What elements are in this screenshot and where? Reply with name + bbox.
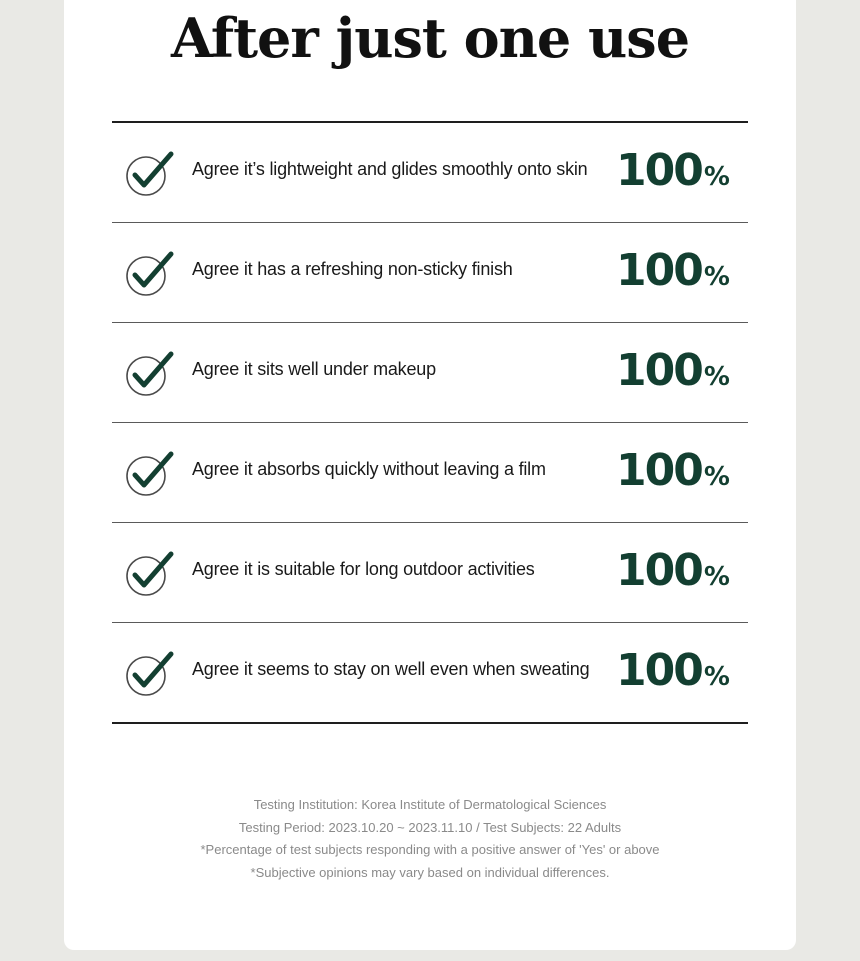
percentage-note: *Percentage of test subjects responding with a positive answer of 'Yes' or above	[200, 842, 660, 857]
result-unit: %	[703, 462, 730, 492]
result-row	[112, 523, 748, 623]
result-number: 100	[616, 145, 702, 196]
page-title: After just one use	[170, 6, 690, 70]
result-label: Agree it’s lightweight and glides smoothly onto skin	[192, 159, 588, 179]
result-unit: %	[703, 162, 730, 192]
result-unit: %	[703, 662, 730, 692]
result-value	[616, 545, 730, 596]
result-number: 100	[616, 445, 702, 496]
result-row	[112, 223, 748, 323]
check-circle-icon	[126, 350, 178, 398]
testing-period-text: Testing Period: 2023.10.20 ~ 2023.11.10 / Test Subjects: 22 Adults	[238, 819, 622, 835]
subjective-note: *Subjective opinions may vary based on individual differences.	[250, 864, 610, 880]
check-circle-icon	[126, 250, 178, 298]
result-number: 100	[616, 245, 702, 296]
result-number: 100	[616, 345, 702, 396]
check-circle-icon	[126, 650, 178, 698]
check-circle-icon	[126, 550, 178, 598]
result-label: Agree it is suitable for long outdoor activities	[192, 559, 535, 579]
result-unit: %	[703, 262, 730, 292]
result-value	[616, 145, 730, 196]
result-row	[112, 323, 748, 423]
result-unit: %	[703, 562, 730, 592]
result-value	[616, 645, 730, 696]
result-row	[112, 623, 748, 722]
result-label: Agree it sits well under makeup	[192, 359, 436, 379]
result-value	[616, 345, 730, 396]
result-value	[616, 445, 730, 496]
result-number: 100	[616, 545, 702, 596]
result-label: Agree it has a refreshing non-sticky finish	[192, 259, 513, 279]
results-list	[112, 121, 748, 724]
testing-institution-text: Testing Institution: Korea Institute of Dermatological Sciences	[253, 797, 607, 812]
test-footnotes	[0, 794, 860, 884]
result-row	[112, 123, 748, 223]
check-circle-icon	[126, 150, 178, 198]
result-number: 100	[616, 645, 702, 696]
result-value	[616, 245, 730, 296]
result-label: Agree it seems to stay on well even when sweating	[192, 659, 590, 679]
result-row	[112, 423, 748, 523]
result-label: Agree it absorbs quickly without leaving a film	[192, 459, 546, 479]
check-circle-icon	[126, 450, 178, 498]
result-unit: %	[703, 362, 730, 392]
